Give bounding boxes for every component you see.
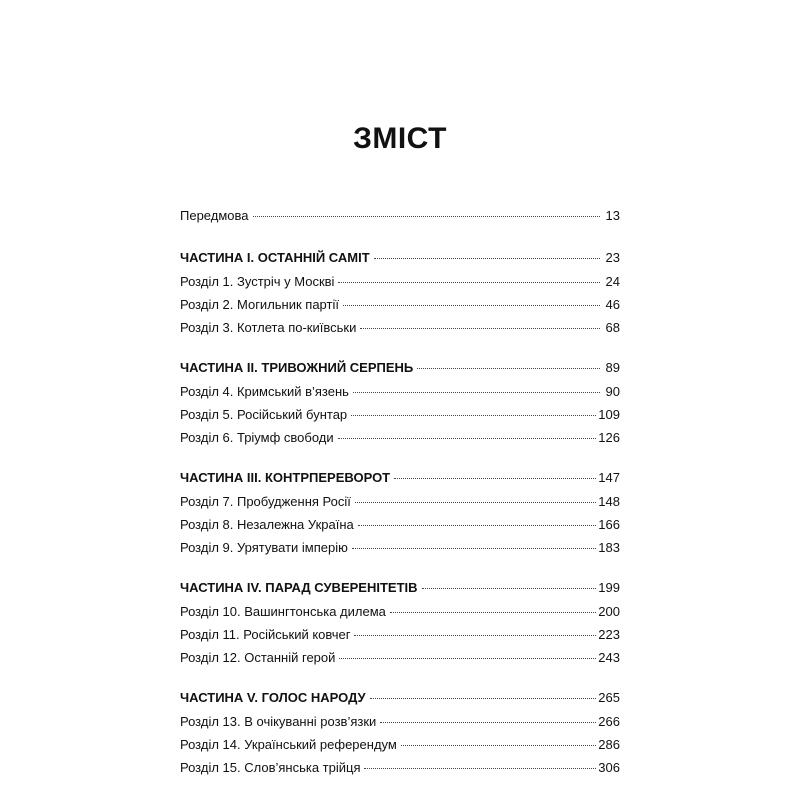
toc-chapter-page: 286 xyxy=(598,737,620,752)
toc-chapter-6[interactable] xyxy=(180,427,620,449)
toc-entry-preface[interactable] xyxy=(180,205,620,227)
toc-chapter-page: 90 xyxy=(605,384,620,399)
toc-chapter-label: Розділ 6. Тріумф свободи xyxy=(180,430,334,445)
dot-leader xyxy=(370,698,597,699)
toc-part-3[interactable] xyxy=(180,467,620,489)
toc-chapter-page: 126 xyxy=(598,430,620,445)
toc-chapter-1[interactable] xyxy=(180,271,620,293)
toc-chapter-4[interactable] xyxy=(180,381,620,403)
toc-part-page: 199 xyxy=(598,580,620,595)
dot-leader xyxy=(380,722,596,723)
toc-part-page: 265 xyxy=(598,690,620,705)
toc-chapter-page: 243 xyxy=(598,650,620,665)
dot-leader xyxy=(374,258,600,259)
toc-chapter-label: Розділ 13. В очікуванні розв’язки xyxy=(180,714,377,729)
dot-leader xyxy=(353,392,600,393)
dot-leader xyxy=(339,658,596,659)
toc-chapter-page: 266 xyxy=(598,714,620,729)
dot-leader xyxy=(343,305,600,306)
toc-part-5[interactable] xyxy=(180,687,620,709)
toc-part-label: ЧАСТИНА V. ГОЛОС НАРОДУ xyxy=(180,690,366,705)
toc-part-2[interactable] xyxy=(180,357,620,379)
toc-chapter-page: 306 xyxy=(598,760,620,775)
dot-leader xyxy=(253,216,601,217)
dot-leader xyxy=(364,768,596,769)
toc-chapter-label: Розділ 8. Незалежна Україна xyxy=(180,517,354,532)
dot-leader xyxy=(422,588,597,589)
toc-chapter-page: 183 xyxy=(598,540,620,555)
toc-chapter-label: Розділ 15. Слов’янська трійця xyxy=(180,760,361,775)
toc-chapter-9[interactable] xyxy=(180,537,620,559)
toc-chapter-14[interactable] xyxy=(180,734,620,756)
toc-chapter-label: Розділ 11. Російський ковчег xyxy=(180,627,351,642)
toc-entry-page: 13 xyxy=(605,208,620,223)
dot-leader xyxy=(338,438,597,439)
toc-part-label: ЧАСТИНА III. КОНТРПЕРЕВОРОТ xyxy=(180,470,391,485)
dot-leader xyxy=(354,635,596,636)
toc-chapter-10[interactable] xyxy=(180,601,620,623)
toc-chapter-7[interactable] xyxy=(180,491,620,513)
toc-chapter-label: Розділ 14. Український референдум xyxy=(180,737,397,752)
dot-leader xyxy=(417,368,600,369)
toc-chapter-page: 148 xyxy=(598,494,620,509)
toc-part-page: 147 xyxy=(598,470,620,485)
toc-chapter-label: Розділ 5. Російський бунтар xyxy=(180,407,348,422)
toc-chapter-page: 46 xyxy=(605,297,620,312)
toc-chapter-page: 68 xyxy=(605,320,620,335)
toc-chapter-2[interactable] xyxy=(180,294,620,316)
toc-part-4[interactable] xyxy=(180,577,620,599)
dot-leader xyxy=(401,745,596,746)
dot-leader xyxy=(394,478,596,479)
dot-leader xyxy=(351,415,596,416)
page-title: ЗМІСТ xyxy=(353,122,447,155)
toc-chapter-label: Розділ 3. Котлета по-київськи xyxy=(180,320,357,335)
toc-chapter-label: Розділ 12. Останній герой xyxy=(180,650,336,665)
dot-leader xyxy=(355,502,596,503)
toc-part-page: 89 xyxy=(605,360,620,375)
dot-leader xyxy=(358,525,597,526)
toc-entry-label: Передмова xyxy=(180,208,249,223)
toc-part-label: ЧАСТИНА IV. ПАРАД СУВЕРЕНІТЕТІВ xyxy=(180,580,418,595)
toc-part-1[interactable] xyxy=(180,247,620,269)
toc-chapter-label: Розділ 1. Зустріч у Москві xyxy=(180,274,335,289)
toc-chapter-page: 24 xyxy=(605,274,620,289)
toc-chapter-8[interactable] xyxy=(180,514,620,536)
toc-chapter-3[interactable] xyxy=(180,317,620,339)
toc-chapter-11[interactable] xyxy=(180,624,620,646)
toc-chapter-label: Розділ 2. Могильник партії xyxy=(180,297,339,312)
toc-chapter-label: Розділ 7. Пробудження Росії xyxy=(180,494,351,509)
toc-chapter-5[interactable] xyxy=(180,404,620,426)
toc-chapter-label: Розділ 9. Урятувати імперію xyxy=(180,540,348,555)
dot-leader xyxy=(338,282,600,283)
toc-chapter-label: Розділ 4. Кримський в’язень xyxy=(180,384,349,399)
toc-chapter-15[interactable] xyxy=(180,757,620,779)
toc-chapter-13[interactable] xyxy=(180,711,620,733)
dot-leader xyxy=(360,328,600,329)
toc-chapter-page: 109 xyxy=(598,407,620,422)
toc-chapter-page: 200 xyxy=(598,604,620,619)
toc-chapter-page: 223 xyxy=(598,627,620,642)
dot-leader xyxy=(352,548,596,549)
toc-part-label: ЧАСТИНА I. ОСТАННІЙ САМІТ xyxy=(180,250,370,265)
toc-chapter-page: 166 xyxy=(598,517,620,532)
toc-chapter-label: Розділ 10. Вашингтонська дилема xyxy=(180,604,386,619)
toc-chapter-12[interactable] xyxy=(180,647,620,669)
toc-part-label: ЧАСТИНА II. ТРИВОЖНИЙ СЕРПЕНЬ xyxy=(180,360,414,375)
toc-part-page: 23 xyxy=(605,250,620,265)
dot-leader xyxy=(390,612,596,613)
